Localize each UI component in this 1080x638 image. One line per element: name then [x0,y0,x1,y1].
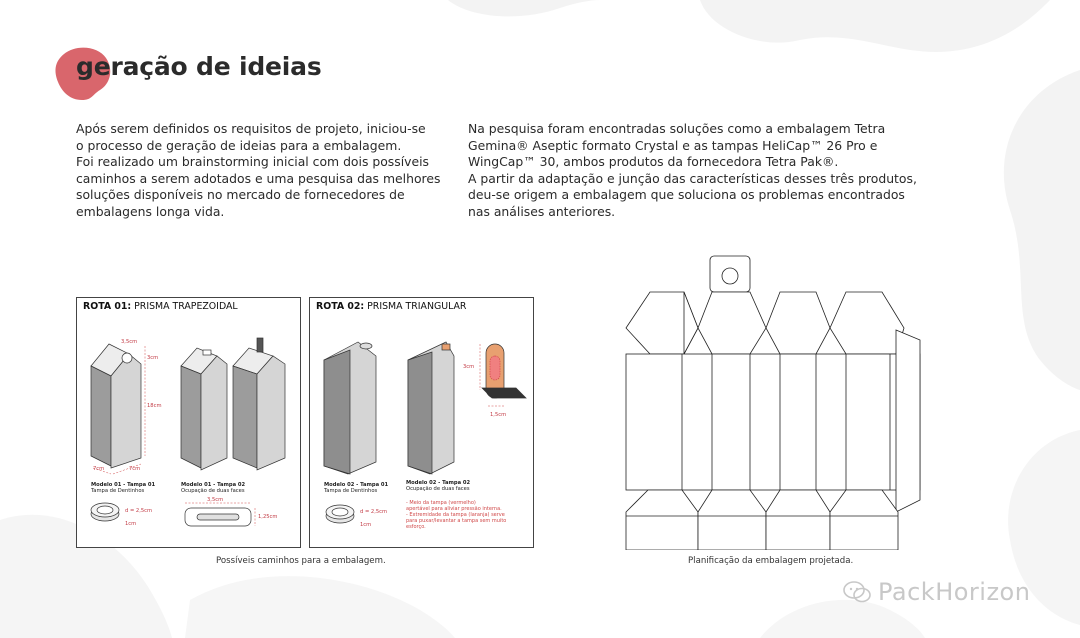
wechat-icon [842,579,872,605]
cap-notes: - Meio da tampa (vermelho) apertável para aliviar pressão interna. - Extremidade da tampa (laranja) serve para puxar/levantar a tampa sem muito esforço. [406,500,507,530]
intro-paragraph-left: Após serem definidos os requisitos de projeto, iniciou-se o processo de geração de ideias para a embalagem. Foi realizado um brainstorming inicial com dois possíveis caminhos a serem adotados e uma pesquisa das melhores soluções disponíveis no mercado de fornecedores de embalagens longa vida. [76,121,441,219]
route-01-title: ROTA 01: PRISMA TRAPEZOIDAL [83,301,238,312]
model2-label: Modelo 01 - Tampa 02 [181,482,246,488]
dim-cap-d-2: d = 2,5cm [360,509,388,515]
model3-sub: Tampa de Dentinhos [324,488,378,494]
route-01-panel [76,297,301,548]
intro-paragraph-right: Na pesquisa foram encontradas soluções como a embalagem Tetra Gemina® Aseptic formato Crystal e as tampas HeliCap™ 26 Pro e WingCap™ 30, ambos produtos da fornecedora Tetra Pak®. A partir da adaptação e junção das características desses três produtos, deu-se origem a embalagem que soluciona os problemas encontrados nas análises anteriores. [468,121,917,219]
dim-lid: 3cm [147,355,159,361]
dim-height: 18cm [147,403,162,409]
caption-right: Planificação da embalagem projetada. [688,556,854,566]
watermark-logo [842,578,1030,606]
model4-sub: Ocupação de duas faces [406,486,470,492]
model1-sub: Tampa de Dentinhos [91,488,145,494]
dim-cap-h-2: 1cm [360,522,372,528]
route-02-title: ROTA 02: PRISMA TRIANGULAR [316,301,467,312]
dim-lid-2: 3cm [463,364,475,370]
caption-left: Possíveis caminhos para a embalagem. [216,556,386,566]
dim-top: 3,5cm [121,339,138,345]
model1-label: Modelo 01 - Tampa 01 [91,482,156,488]
dim-thick: 1,25cm [258,514,278,520]
dim-base-left: 7cm [93,466,105,472]
packaging-dieline [620,250,932,550]
dim-base-right: 7cm [129,466,141,472]
dim-wide: 3,5cm [207,497,224,503]
title-block [52,44,322,104]
model3-label: Modelo 02 - Tampa 01 [324,482,389,488]
page-title: geração de ideias [76,52,322,81]
logo-text: PackHorizon [878,578,1031,606]
route-02-panel [309,297,534,548]
route-01-drawing [77,298,300,547]
model2-sub: Ocupação de duas faces [181,488,245,494]
model4-label: Modelo 02 - Tampa 02 [406,480,471,486]
dim-cap-d: d = 2,5cm [125,508,153,514]
dim-lid-w-2: 1,5cm [490,412,507,418]
dim-cap-h: 1cm [125,521,137,527]
